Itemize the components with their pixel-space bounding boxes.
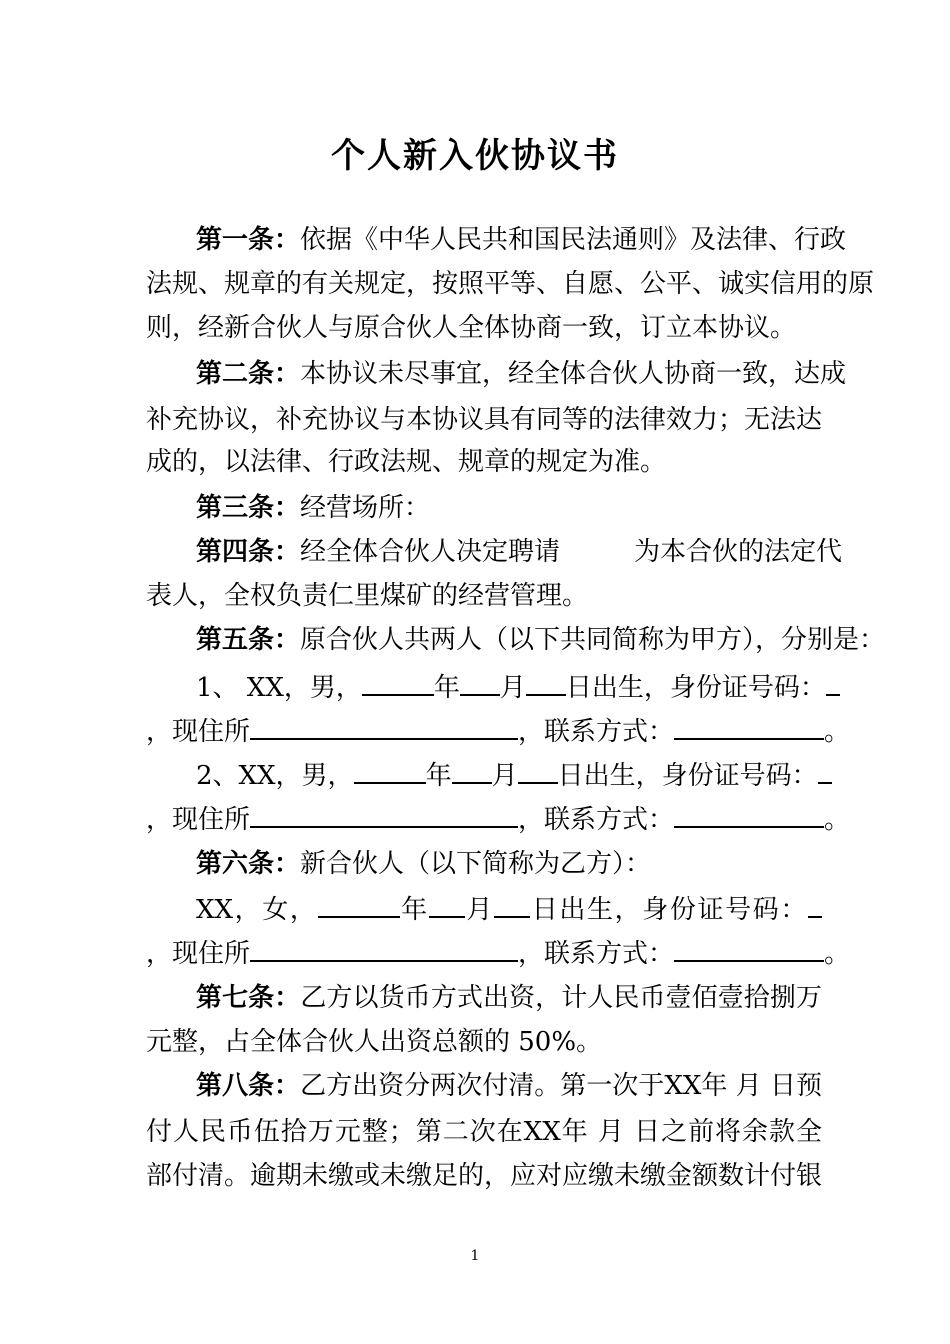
article-4-line-2: 表人，全权负责仁里煤矿的经营管理。 xyxy=(146,581,589,611)
article-2-line-1: 第二条：本协议未尽事宜，经全体合伙人协商一致，达成 xyxy=(196,359,847,389)
article-4-label: 第四条： xyxy=(196,537,301,567)
article-7-line-2: 元整，占全体合伙人出资总额的 50%。 xyxy=(146,1027,603,1057)
blank-field xyxy=(818,754,832,784)
blank-field xyxy=(354,754,426,784)
document-title: 个人新入伙协议书 xyxy=(331,136,619,176)
article-8-line-1: 第八条：乙方出资分两次付清。第一次于XX年 月 日预 xyxy=(196,1071,822,1101)
partner-2-line-2: ，现住所 ，联系方式： 。 xyxy=(146,798,822,838)
article-5-line-1: 第五条：原合伙人共两人（以下共同简称为甲方），分别是： xyxy=(196,625,886,655)
article-5-label: 第五条： xyxy=(196,625,301,655)
article-8-line-3: 部付清。逾期未缴或未缴足的，应对应缴未缴金额数计付银 xyxy=(146,1161,823,1191)
blank-field xyxy=(494,888,530,918)
blank-field xyxy=(318,888,400,918)
article-2-label: 第二条： xyxy=(196,359,301,389)
blank-field xyxy=(250,710,518,740)
article-8-line-2: 付人民币伍拾万元整；第二次在XX年 月 日之前将余款全 xyxy=(146,1117,822,1147)
new-partner-line-1: XX，女， 年 月 日出生，身份证号码： xyxy=(196,888,822,928)
article-2-line-2: 补充协议，补充协议与本协议具有同等的法律效力；无法达 xyxy=(146,405,823,435)
new-partner-line-2: ，现住所 ，联系方式： 。 xyxy=(146,932,822,972)
blank-field xyxy=(674,710,824,740)
blank-field xyxy=(808,888,822,918)
article-1-line-3: 则，经新合伙人与原合伙人全体协商一致，订立本协议。 xyxy=(146,313,797,343)
partner-1-line-1: 1、 XX，男， 年 月 日出生，身份证号码： xyxy=(196,666,822,706)
partner-2-line-1: 2、XX，男， 年 月 日出生，身份证号码： xyxy=(196,754,822,794)
article-4-line-1: 第四条：经全体合伙人决定聘请 为本合伙的法定代 xyxy=(196,537,843,567)
article-7-line-1: 第七条：乙方以货币方式出资，计人民币壹佰壹拾捌万 xyxy=(196,983,822,1013)
partner-1-line-2: ，现住所 ，联系方式： 。 xyxy=(146,710,822,750)
blank-field xyxy=(250,932,518,962)
blank-field xyxy=(518,754,558,784)
blank-field xyxy=(250,798,518,828)
blank-field xyxy=(826,666,840,696)
article-1-line-2: 法规、规章的有关规定，按照平等、自愿、公平、诚实信用的原 xyxy=(146,269,875,299)
blank-field xyxy=(526,666,566,696)
article-3-label: 第三条： xyxy=(196,493,301,523)
article-2-line-3: 成的，以法律、行政法规、规章的规定为准。 xyxy=(146,447,667,477)
blank-field xyxy=(460,666,500,696)
blank-field xyxy=(674,932,824,962)
article-6-line-1: 第六条：新合伙人（以下简称为乙方）： xyxy=(196,849,652,879)
blank-field xyxy=(452,754,492,784)
blank-field xyxy=(362,666,434,696)
article-1-line-1: 第一条：依据《中华人民共和国民法通则》及法律、行政 xyxy=(196,225,847,255)
page-number: 1 xyxy=(470,1248,480,1264)
article-7-label: 第七条： xyxy=(196,983,301,1013)
article-1-label: 第一条： xyxy=(196,225,301,255)
article-6-label: 第六条： xyxy=(196,849,301,879)
article-3-line: 第三条：经营场所： xyxy=(196,493,431,523)
article-8-label: 第八条： xyxy=(196,1071,301,1101)
blank-field xyxy=(674,798,824,828)
blank-field xyxy=(429,888,465,918)
